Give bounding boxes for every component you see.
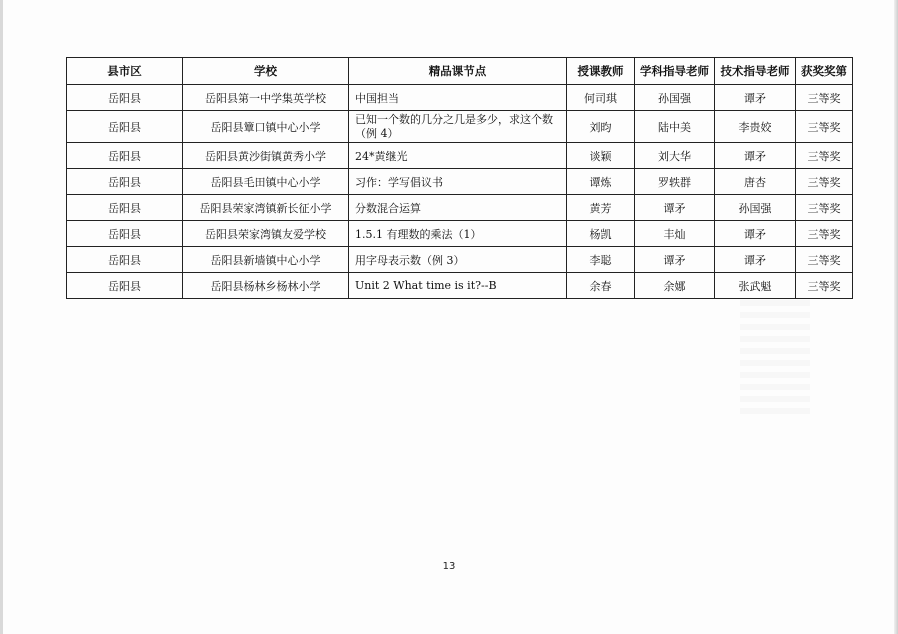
cell-county: 岳阳县 [67, 143, 183, 169]
cell-county: 岳阳县 [67, 195, 183, 221]
cell-county: 岳阳县 [67, 247, 183, 273]
cell-teacher: 余春 [567, 273, 635, 299]
cell-subject-advisor: 谭矛 [635, 195, 715, 221]
cell-tech-advisor: 孙国强 [715, 195, 796, 221]
cell-tech-advisor: 唐杏 [715, 169, 796, 195]
cell-award: 三等奖 [796, 169, 853, 195]
cell-lesson: 用字母表示数（例 3） [349, 247, 567, 273]
table-row [67, 221, 853, 247]
cell-teacher: 杨凯 [567, 221, 635, 247]
cell-teacher: 李聪 [567, 247, 635, 273]
cell-tech-advisor: 李贵姣 [715, 111, 796, 143]
cell-award: 三等奖 [796, 85, 853, 111]
cell-lesson: 分数混合运算 [349, 195, 567, 221]
scan-bleed-through [740, 300, 810, 420]
cell-county: 岳阳县 [67, 221, 183, 247]
cell-subject-advisor: 谭矛 [635, 247, 715, 273]
cell-tech-advisor: 谭矛 [715, 143, 796, 169]
cell-school: 岳阳县簟口镇中心小学 [183, 111, 349, 143]
header-teacher: 授课教师 [567, 58, 635, 85]
cell-teacher: 何司琪 [567, 85, 635, 111]
table-header-row [67, 58, 853, 85]
cell-subject-advisor: 孙国强 [635, 85, 715, 111]
cell-county: 岳阳县 [67, 169, 183, 195]
cell-lesson: 24*黄继光 [349, 143, 567, 169]
cell-tech-advisor: 张武魁 [715, 273, 796, 299]
table-row [67, 85, 853, 111]
header-subject-advisor: 学科指导老师 [635, 58, 715, 85]
table-row [67, 111, 853, 143]
table-row [67, 143, 853, 169]
cell-school: 岳阳县荣家湾镇新长征小学 [183, 195, 349, 221]
cell-school: 岳阳县杨林乡杨林小学 [183, 273, 349, 299]
header-county: 县市区 [67, 58, 183, 85]
cell-school: 岳阳县黄沙街镇黄秀小学 [183, 143, 349, 169]
cell-teacher: 谈颖 [567, 143, 635, 169]
cell-county: 岳阳县 [67, 273, 183, 299]
table-row [67, 195, 853, 221]
cell-lesson: 1.5.1 有理数的乘法（1） [349, 221, 567, 247]
cell-lesson: 习作：学写倡议书 [349, 169, 567, 195]
cell-award: 三等奖 [796, 247, 853, 273]
cell-award: 三等奖 [796, 143, 853, 169]
header-school: 学校 [183, 58, 349, 85]
header-tech-advisor: 技术指导老师 [715, 58, 796, 85]
cell-tech-advisor: 谭矛 [715, 247, 796, 273]
cell-lesson: 中国担当 [349, 85, 567, 111]
scan-edge-right [894, 0, 898, 634]
cell-award: 三等奖 [796, 195, 853, 221]
table-row [67, 273, 853, 299]
cell-school: 岳阳县荣家湾镇友爱学校 [183, 221, 349, 247]
cell-subject-advisor: 罗轶群 [635, 169, 715, 195]
cell-school: 岳阳县毛田镇中心小学 [183, 169, 349, 195]
cell-award: 三等奖 [796, 221, 853, 247]
cell-subject-advisor: 陆中美 [635, 111, 715, 143]
header-lesson: 精品课节点 [349, 58, 567, 85]
cell-school: 岳阳县新墙镇中心小学 [183, 247, 349, 273]
cell-tech-advisor: 谭矛 [715, 85, 796, 111]
cell-teacher: 谭炼 [567, 169, 635, 195]
cell-subject-advisor: 刘大华 [635, 143, 715, 169]
cell-county: 岳阳县 [67, 111, 183, 143]
cell-school: 岳阳县第一中学集英学校 [183, 85, 349, 111]
cell-subject-advisor: 丰灿 [635, 221, 715, 247]
cell-award: 三等奖 [796, 273, 853, 299]
scan-edge-left [0, 0, 3, 634]
cell-county: 岳阳县 [67, 85, 183, 111]
cell-lesson: Unit 2 What time is it?--B [349, 273, 567, 299]
page-number: 13 [442, 561, 456, 572]
cell-lesson: 已知一个数的几分之几是多少，求这个数（例 4） [349, 111, 567, 143]
header-award: 获奖奖第 [796, 58, 853, 85]
cell-teacher: 刘昀 [567, 111, 635, 143]
awards-table [66, 57, 853, 299]
table-row [67, 169, 853, 195]
cell-subject-advisor: 余娜 [635, 273, 715, 299]
cell-teacher: 黄芳 [567, 195, 635, 221]
table-row [67, 247, 853, 273]
cell-tech-advisor: 谭矛 [715, 221, 796, 247]
cell-award: 三等奖 [796, 111, 853, 143]
